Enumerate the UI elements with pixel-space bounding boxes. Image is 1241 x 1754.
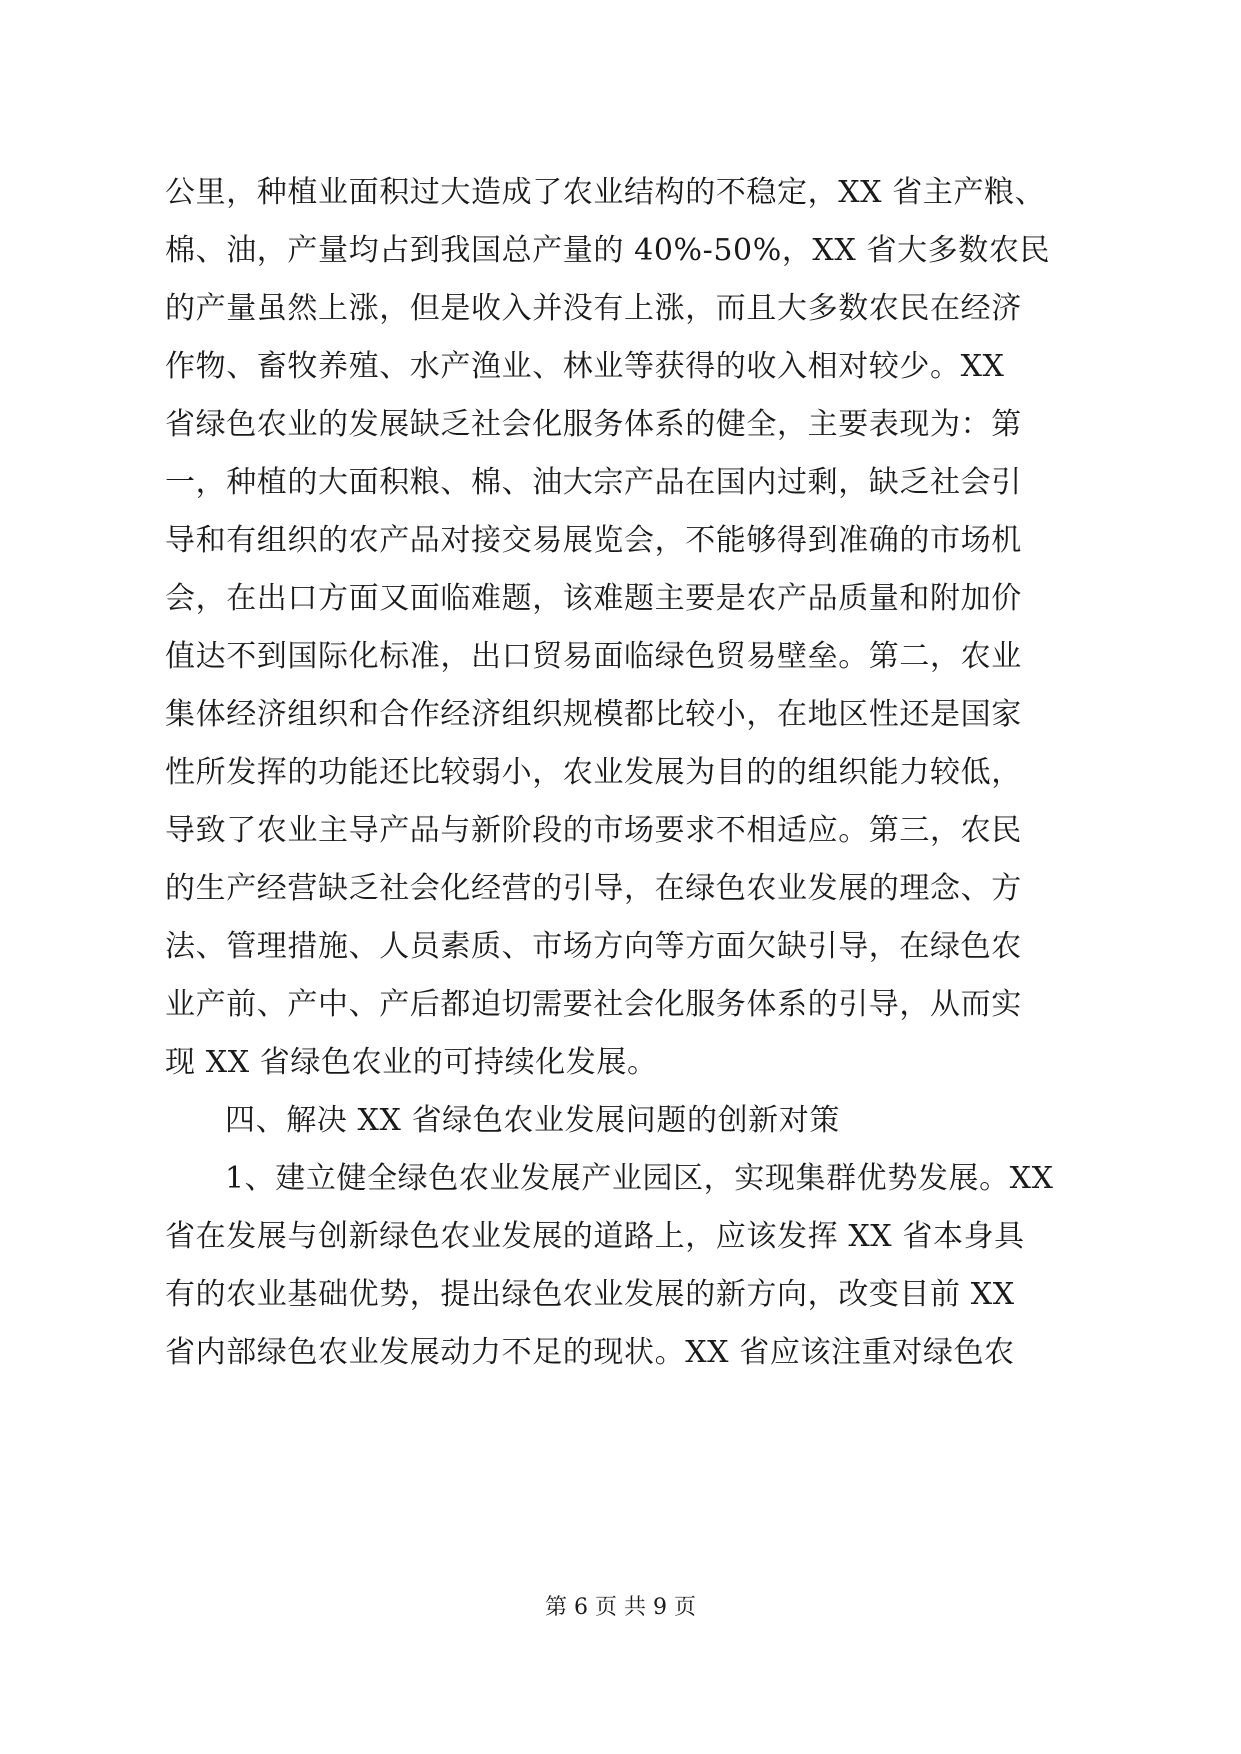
page-number-footer: 第 6 页 共 9 页 [545, 1595, 696, 1620]
paragraph-1-line-14: 法、管理措施、人员素质、市场方向等方面欠缺引导，在绿色农 [165, 929, 1022, 964]
paragraph-1-line-11: 性所发挥的功能还比较弱小，农业发展为目的的组织能力较低， [165, 755, 1022, 790]
paragraph-2-line-2: 省在发展与创新绿色农业发展的道路上，应该发挥 XX 省本身具 [165, 1219, 1025, 1254]
paragraph-2-line-4: 省内部绿色农业发展动力不足的现状。XX 省应该注重对绿色农 [165, 1335, 1015, 1370]
paragraph-1-line-8: 会，在出口方面又面临难题，该难题主要是农产品质量和附加价 [165, 581, 1022, 616]
paragraph-1-line-6: 一，种植的大面积粮、棉、油大宗产品在国内过剩，缺乏社会引 [165, 465, 1022, 500]
paragraph-1-line-9: 值达不到国际化标准，出口贸易面临绿色贸易壁垒。第二，农业 [165, 639, 1022, 674]
paragraph-1-line-1: 公里，种植业面积过大造成了农业结构的不稳定，XX 省主产粮、 [165, 175, 1046, 210]
paragraph-1-line-10: 集体经济组织和合作经济组织规模都比较小，在地区性还是国家 [165, 697, 1022, 732]
paragraph-1-line-2: 棉、油，产量均占到我国总产量的 40%-50%，XX 省大多数农民 [165, 233, 1051, 268]
paragraph-1-line-16: 现 XX 省绿色农业的可持续化发展。 [165, 1045, 658, 1080]
section-heading: 四、解决 XX 省绿色农业发展问题的创新对策 [225, 1103, 840, 1138]
paragraph-1-line-5: 省绿色农业的发展缺乏社会化服务体系的健全，主要表现为：第 [165, 407, 1022, 442]
paragraph-1-line-12: 导致了农业主导产品与新阶段的市场要求不相适应。第三，农民 [165, 813, 1022, 848]
paragraph-1-line-7: 导和有组织的农产品对接交易展览会，不能够得到准确的市场机 [165, 523, 1022, 558]
paragraph-1-line-4: 作物、畜牧养殖、水产渔业、林业等获得的收入相对较少。XX [165, 349, 1005, 384]
paragraph-1-line-15: 业产前、产中、产后都迫切需要社会化服务体系的引导，从而实 [165, 987, 1022, 1022]
paragraph-2-line-3: 有的农业基础优势，提出绿色农业发展的新方向，改变目前 XX [165, 1277, 1015, 1312]
paragraph-1-line-3: 的产量虽然上涨，但是收入并没有上涨，而且大多数农民在经济 [165, 291, 1022, 326]
paragraph-1-line-13: 的生产经营缺乏社会化经营的引导，在绿色农业发展的理念、方 [165, 871, 1022, 906]
paragraph-2-line-1: 1、建立健全绿色农业发展产业园区，实现集群优势发展。XX [225, 1161, 1054, 1196]
document-body [165, 164, 1085, 1382]
